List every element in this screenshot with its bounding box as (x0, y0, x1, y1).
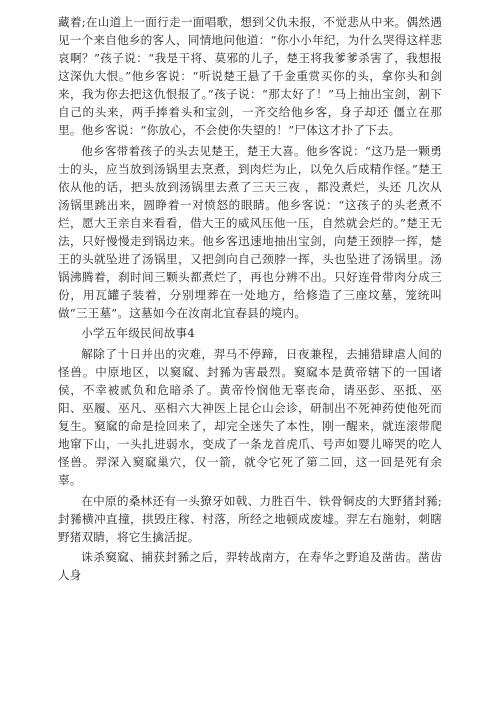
paragraph-king-beheaded: 他乡客带着孩子的头去见楚王，楚王大喜。他乡客说：“这乃是一颗勇士的头，应当放到汤锅里去烹煮，到肉烂为止，以免久后成精作怪。”楚王依从他的话，把头放到汤锅里去煮了三天三夜 ，都没煮烂，头还 几次从汤锅里跳出来，圆睁着一对愤怒的眼睛。他乡客说：“这孩子的头老煮不烂，愿大王亲自来看看，借大王的威风压他一压，自然就会烂的。”楚王无法，只好慢慢走到锅边来。他乡客迅速地抽出宝剑，向楚王颈脖一挥，楚王的头就坠进了汤锅里，又把剑向自己颈脖一挥，头也坠进了汤锅里。汤锅沸腾着，刹时间三颗头都煮烂了，再也分辨不出。只好连骨带肉分成三份，用瓦罐子装着，分别埋葬在一处地方，给修造了三座坟墓，笼统叫做“三王墓”。这墓如今在汝南北宜春县的境内。 (58, 143, 442, 320)
paragraph-yi-hunts-beasts: 解除了十日并出的灾难，羿马不停蹄，日夜兼程，去捕猎肆虐人间的怪兽。中原地区，以窫窳、封豨为害最烈。窫窳本是黄帝辖下的一国诸侯，不幸被贰负和危暗杀了。黄帝怜悯他无辜丧命，请巫彭、巫抵、巫阳、巫履、巫凡、巫相六大神医上昆仑山会诊，研制出不死神药使他死而复生。窫窳的命是捡回来了，却完全迷失了本性，刚一醒来，就连滚带爬地窜下山，一头扎进弱水，变成了一条龙首虎爪、号声如婴儿啼哭的吃人怪兽。羿深入窫窳巢穴，仅一箭，就令它死了第二回，这一回是死有余辜。 (58, 347, 442, 487)
paragraph-story-ending: 藏着;在山道上一面行走一面唱歌，想到父仇未报，不觉悲从中来。偶然遇见一个来自他乡的客人，同情地问他道：“你小小年纪，为什么哭得这样悲哀啊？”孩子说：“我是干将、莫邪的儿子，楚王将我爹爹杀害了，我想报这深仇大恨。”他乡客说：“听说楚王悬了千金重赏买你的头，拿你头和剑来，我为你去把这仇恨报了。”孩子说：“那太好了！”马上抽出宝剑，割下自己的头来，两手捧着头和宝剑，一齐交给他乡客，身子却还 僵立在那里。他乡客说：“你放心，不会使你失望的！”尸体这才扑了下去。 (58, 15, 442, 137)
story-heading: 小学五年级民间故事4 (81, 326, 195, 340)
paragraph-giant-boar: 在中原的桑林还有一头獠牙如戟、力胜百牛、铁骨铜皮的大野猪封豨;封豨横冲直撞，拱毁庄稼、村落，所经之地顿成废墟。羿左右施射，刺瞎野猪双睛，将它生擒活捉。 (58, 493, 442, 544)
paragraph-southern-campaign: 诛杀窫窳、捕获封豨之后，羿转战南方，在寿华之野追及凿齿。凿齿人身 (58, 550, 442, 582)
document-body (58, 13, 442, 587)
